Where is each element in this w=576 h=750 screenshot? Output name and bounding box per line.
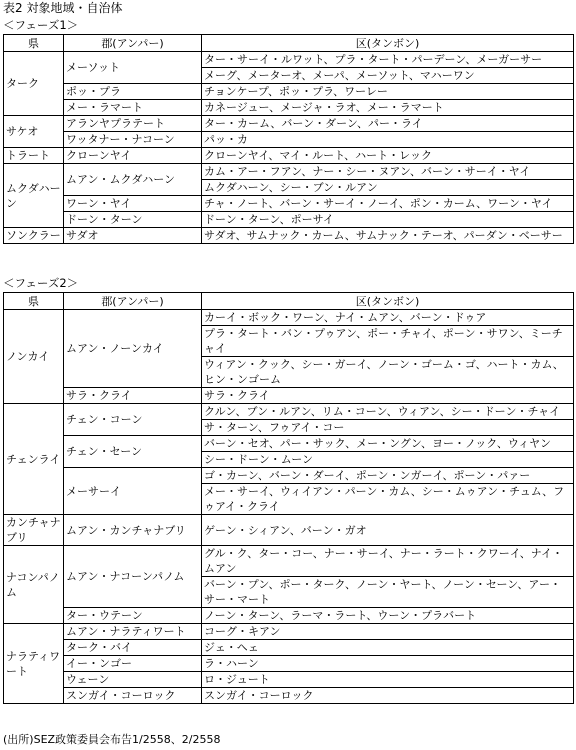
subdistrict-cell: グル・ク、ター・コー、ナー・サーイ、ナー・ラート・クワーイ、ナイ・ムアン	[202, 546, 574, 577]
phase1-body	[4, 52, 574, 244]
province-cell: ノンカイ	[4, 310, 64, 404]
subdistrict-cell: サダオ、サムナック・カーム、サムナック・テーオ、パーダン・ベーサー	[202, 228, 574, 244]
phase2-body	[4, 310, 574, 704]
district-cell: チェン・セーン	[64, 436, 202, 468]
table-row	[4, 212, 574, 228]
district-cell: アランヤプラテート	[64, 116, 202, 132]
header-row	[4, 293, 574, 310]
district-cell: メー・ラマート	[64, 100, 202, 116]
district-cell: メーサーイ	[64, 468, 202, 515]
district-cell: ター・ウテーン	[64, 608, 202, 624]
table-row	[4, 608, 574, 624]
table-row	[4, 148, 574, 164]
subdistrict-cell: コーグ・キアン	[202, 624, 574, 640]
province-cell: ターク	[4, 52, 64, 116]
table-row	[4, 468, 574, 484]
source-note: (出所)SEZ政策委員会布告1/2558、2/2558	[3, 733, 221, 746]
subdistrict-cell: シー・ドーン・ムーン	[202, 452, 574, 468]
province-cell: ナラティワート	[4, 624, 64, 704]
subdistrict-cell: サラ・クライ	[202, 388, 574, 404]
table-row	[4, 546, 574, 577]
subdistrict-cell: クローンヤイ、マイ・ルート、ハート・レック	[202, 148, 574, 164]
header-province: 県	[4, 293, 64, 310]
subdistrict-cell: パッ・カ	[202, 132, 574, 148]
subdistrict-cell: ター・サーイ・ルワット、プラ・タート・パーデーン、メーガーサー	[202, 52, 574, 68]
district-cell: チェン・コーン	[64, 404, 202, 436]
subdistrict-cell: メーグ、メーターオ、メーパ、メーソット、マハーワン	[202, 68, 574, 84]
province-cell: トラート	[4, 148, 64, 164]
subdistrict-cell: ジェ・ヘェ	[202, 640, 574, 656]
district-cell: クローンヤイ	[64, 148, 202, 164]
district-cell: ターク・バイ	[64, 640, 202, 656]
table-row	[4, 52, 574, 68]
district-cell: スンガイ・コーロック	[64, 688, 202, 704]
district-cell: イー・ンゴー	[64, 656, 202, 672]
table-row	[4, 84, 574, 100]
subdistrict-cell: ロ・ジュート	[202, 672, 574, 688]
subdistrict-cell: バーン・セオ、パー・サック、メー・ングン、ヨー・ノック、ウィヤン	[202, 436, 574, 452]
table-row	[4, 310, 574, 326]
table-row	[4, 404, 574, 420]
subdistrict-cell: カネージュー、メージャ・ラオ、メー・ラマート	[202, 100, 574, 116]
subdistrict-cell: ムクダハーン、シー・ブン・ルアン	[202, 180, 574, 196]
table-row	[4, 656, 574, 672]
header-district: 郡(アンパー)	[64, 35, 202, 52]
table-row	[4, 436, 574, 452]
subdistrict-cell: チョンケープ、ポッ・プラ、ワーレー	[202, 84, 574, 100]
subdistrict-cell: チャ・ノート、バーン・サーイ・ノーイ、ポン・カーム、ワーン・ヤイ	[202, 196, 574, 212]
table-row	[4, 640, 574, 656]
header-province: 県	[4, 35, 64, 52]
subdistrict-cell: スンガイ・コーロック	[202, 688, 574, 704]
table-row	[4, 164, 574, 180]
district-cell: ムアン・ナラティワート	[64, 624, 202, 640]
province-cell: ナコンパノム	[4, 546, 64, 624]
district-cell: ムアン・カンチャナブリ	[64, 515, 202, 546]
subdistrict-cell: ター・カーム、バーン・ダーン、パー・ライ	[202, 116, 574, 132]
table-row	[4, 672, 574, 688]
table-title: 表2 対象地域・自治体	[3, 1, 123, 15]
phase2-table	[3, 292, 574, 704]
subdistrict-cell: メー・サーイ、ウィイアン・パーン・カム、シー・ムゥアン・チュム、フゥアイ・クライ	[202, 484, 574, 515]
district-cell: ワッタナー・ナコーン	[64, 132, 202, 148]
subdistrict-cell: カーイ・ボック・ワーン、ナイ・ムアン、バーン・ドゥア	[202, 310, 574, 326]
district-cell: ワーン・ヤイ	[64, 196, 202, 212]
district-cell: ムアン・ナコーンパノム	[64, 546, 202, 608]
province-cell: ムクダハーン	[4, 164, 64, 228]
table-row	[4, 100, 574, 116]
subdistrict-cell: ウィアン・クック、シー・ガーイ、ノーン・ゴーム・ゴ、ハート・カム、ヒン・ンゴーム	[202, 357, 574, 388]
table-row	[4, 196, 574, 212]
table-row	[4, 688, 574, 704]
phase1-label: ＜フェーズ1＞	[3, 18, 79, 32]
province-cell: サケオ	[4, 116, 64, 148]
subdistrict-cell: バーン・プン、ポー・ターク、ノーン・ヤート、ノーン・セーン、アー・サー・マート	[202, 577, 574, 608]
district-cell: ムアン・ノーンカイ	[64, 310, 202, 388]
phase2-label: ＜フェーズ2＞	[3, 276, 79, 290]
table-row	[4, 228, 574, 244]
header-row	[4, 35, 574, 52]
header-subdistrict: 区(タンボン)	[202, 293, 574, 310]
table-row	[4, 388, 574, 404]
district-cell: メーソット	[64, 52, 202, 84]
province-cell: カンチャナブリ	[4, 515, 64, 546]
header-district: 郡(アンパー)	[64, 293, 202, 310]
subdistrict-cell: ラ・ハーン	[202, 656, 574, 672]
district-cell: ポッ・プラ	[64, 84, 202, 100]
subdistrict-cell: プラ・タート・バン・プゥアン、ポー・チャイ、ポーン・サワン、ミーチャイ	[202, 326, 574, 357]
subdistrict-cell: クルン、ブン・ルアン、リム・コーン、ウィアン、シー・ドーン・チャイ	[202, 404, 574, 420]
phase1-table	[3, 34, 574, 244]
subdistrict-cell: サ・ターン、フゥアイ・コー	[202, 420, 574, 436]
district-cell: サダオ	[64, 228, 202, 244]
subdistrict-cell: ドーン・ターン、ポーサイ	[202, 212, 574, 228]
district-cell: ドーン・ターン	[64, 212, 202, 228]
subdistrict-cell: カム・アー・フアン、ナー・シー・ヌアン、バーン・サーイ・ヤイ	[202, 164, 574, 180]
subdistrict-cell: ノーン・ターン、ラーマ・ラート、ウーン・プラバート	[202, 608, 574, 624]
table-row	[4, 116, 574, 132]
table-row	[4, 624, 574, 640]
province-cell: チェンライ	[4, 404, 64, 515]
district-cell: ウェーン	[64, 672, 202, 688]
subdistrict-cell: ゴ・カーン、バーン・ダーイ、ポーン・ンガーイ、ポーン・パァー	[202, 468, 574, 484]
header-subdistrict: 区(タンボン)	[202, 35, 574, 52]
district-cell: ムアン・ムクダハーン	[64, 164, 202, 196]
table-row	[4, 515, 574, 546]
province-cell: ソンクラー	[4, 228, 64, 244]
district-cell: サラ・クライ	[64, 388, 202, 404]
table-row	[4, 132, 574, 148]
subdistrict-cell: ゲーン・シィアン、バーン・ガオ	[202, 515, 574, 546]
